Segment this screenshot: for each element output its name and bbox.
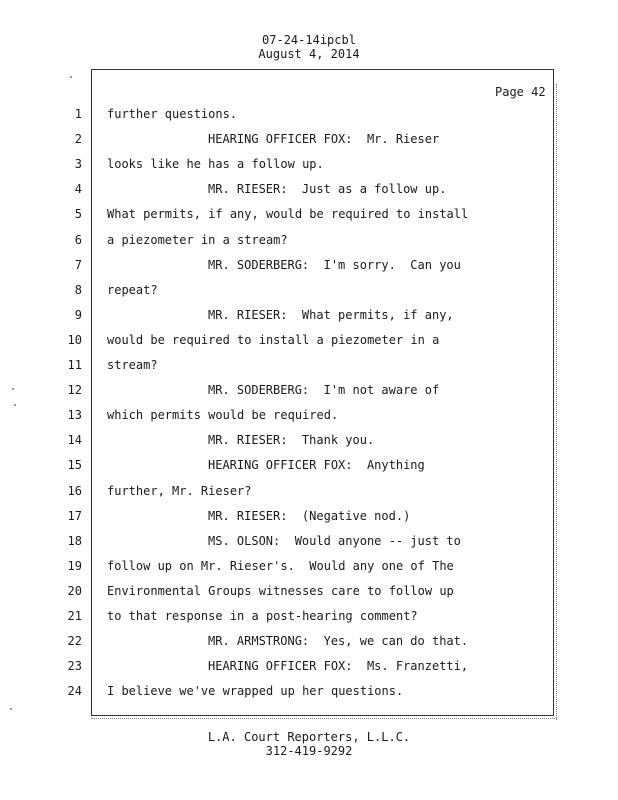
transcript-line: [0, 131, 618, 156]
line-text: HEARING OFFICER FOX: Ms. Franzetti,: [208, 659, 469, 674]
line-text: MR. SODERBERG: I'm sorry. Can you: [208, 257, 461, 272]
line-text: further, Mr. Rieser?: [107, 483, 252, 498]
line-number: 24: [67, 684, 82, 699]
line-number: 15: [67, 458, 82, 473]
line-text: HEARING OFFICER FOX: Mr. Rieser: [208, 132, 440, 147]
transcript-line: [0, 357, 618, 382]
line-text: MR. RIESER: Just as a follow up.: [208, 182, 447, 197]
line-text: MR. RIESER: Thank you.: [208, 433, 375, 448]
line-text: to that response in a post-hearing comment?: [107, 609, 418, 623]
line-text: What permits, if any, would be required to install: [107, 207, 469, 222]
reporter-company: L.A. Court Reporters, L.L.C.: [207, 730, 411, 744]
line-text: HEARING OFFICER FOX: Anything: [208, 458, 425, 473]
line-text: MR. ARMSTRONG: Yes, we can do that.: [208, 634, 469, 649]
transcript-line: [0, 257, 618, 282]
transcript-line: [0, 658, 618, 683]
line-text: Environmental Groups witnesses care to follow up: [107, 583, 454, 598]
line-text: I believe we've wrapped up her questions.: [107, 684, 404, 699]
line-number: 20: [67, 583, 82, 598]
line-number: 17: [67, 508, 82, 523]
transcript-line: [0, 457, 618, 482]
transcript-line: [0, 232, 618, 257]
transcript-line: [0, 432, 618, 457]
transcript-line: [0, 633, 618, 658]
line-text: MS. OLSON: Would anyone -- just to: [208, 533, 461, 548]
line-number: 11: [67, 358, 82, 372]
scan-speck: [14, 404, 16, 406]
line-number: 22: [67, 634, 82, 649]
line-number: 2: [74, 132, 82, 147]
frame-bottom-edge: [91, 718, 557, 720]
line-number: 6: [74, 232, 82, 247]
line-number: 4: [74, 182, 82, 197]
scan-speck: [70, 76, 72, 78]
line-number: 10: [67, 332, 82, 347]
line-text: MR. RIESER: What permits, if any,: [208, 307, 454, 322]
line-number: 16: [67, 483, 82, 498]
scan-speck: [12, 388, 14, 390]
line-text: MR. SODERBERG: I'm not aware of: [208, 383, 440, 398]
transcript-line: [0, 307, 618, 332]
transcript-line: [0, 282, 618, 307]
transcript-line: [0, 608, 618, 633]
line-number: 5: [74, 207, 82, 222]
line-number: 14: [67, 433, 82, 448]
line-number: 12: [67, 383, 82, 398]
line-text: stream?: [107, 358, 158, 372]
line-number: 7: [74, 257, 82, 272]
transcript-line: [0, 382, 618, 407]
transcript-line: [0, 533, 618, 558]
transcript-line: [0, 332, 618, 357]
line-text: further questions.: [107, 107, 238, 121]
transcript-line: [0, 508, 618, 533]
transcript-line: [0, 407, 618, 432]
transcript-line: [0, 583, 618, 608]
line-number: 13: [67, 408, 82, 423]
line-text: looks like he has a follow up.: [107, 157, 324, 172]
transcript-line: [0, 181, 618, 206]
line-number: 19: [67, 558, 82, 573]
line-number: 9: [74, 307, 82, 322]
page-number: Page 42: [495, 85, 546, 99]
line-number: 3: [74, 157, 82, 172]
line-text: which permits would be required.: [107, 408, 339, 423]
hearing-date: August 4, 2014: [258, 47, 360, 61]
line-number: 1: [74, 107, 82, 121]
line-text: MR. RIESER: (Negative nod.): [208, 508, 411, 523]
transcript-line: [0, 206, 618, 231]
transcript-line: [0, 106, 618, 131]
reporter-phone: 312-419-9292: [265, 744, 353, 758]
line-text: repeat?: [107, 282, 158, 297]
line-text: a piezometer in a stream?: [107, 232, 288, 247]
transcript-line: [0, 558, 618, 583]
transcript-line: [0, 483, 618, 508]
line-text: would be required to install a piezometer in a: [107, 332, 440, 347]
line-number: 18: [67, 533, 82, 548]
scan-speck: [10, 708, 12, 710]
case-number: 07-24-14ipcbl: [262, 33, 356, 47]
line-number: 21: [67, 609, 82, 623]
line-number: 8: [74, 282, 82, 297]
transcript-line: [0, 156, 618, 181]
line-number: 23: [67, 659, 82, 674]
transcript-line: [0, 683, 618, 708]
line-text: follow up on Mr. Rieser's. Would any one of The: [107, 558, 454, 573]
